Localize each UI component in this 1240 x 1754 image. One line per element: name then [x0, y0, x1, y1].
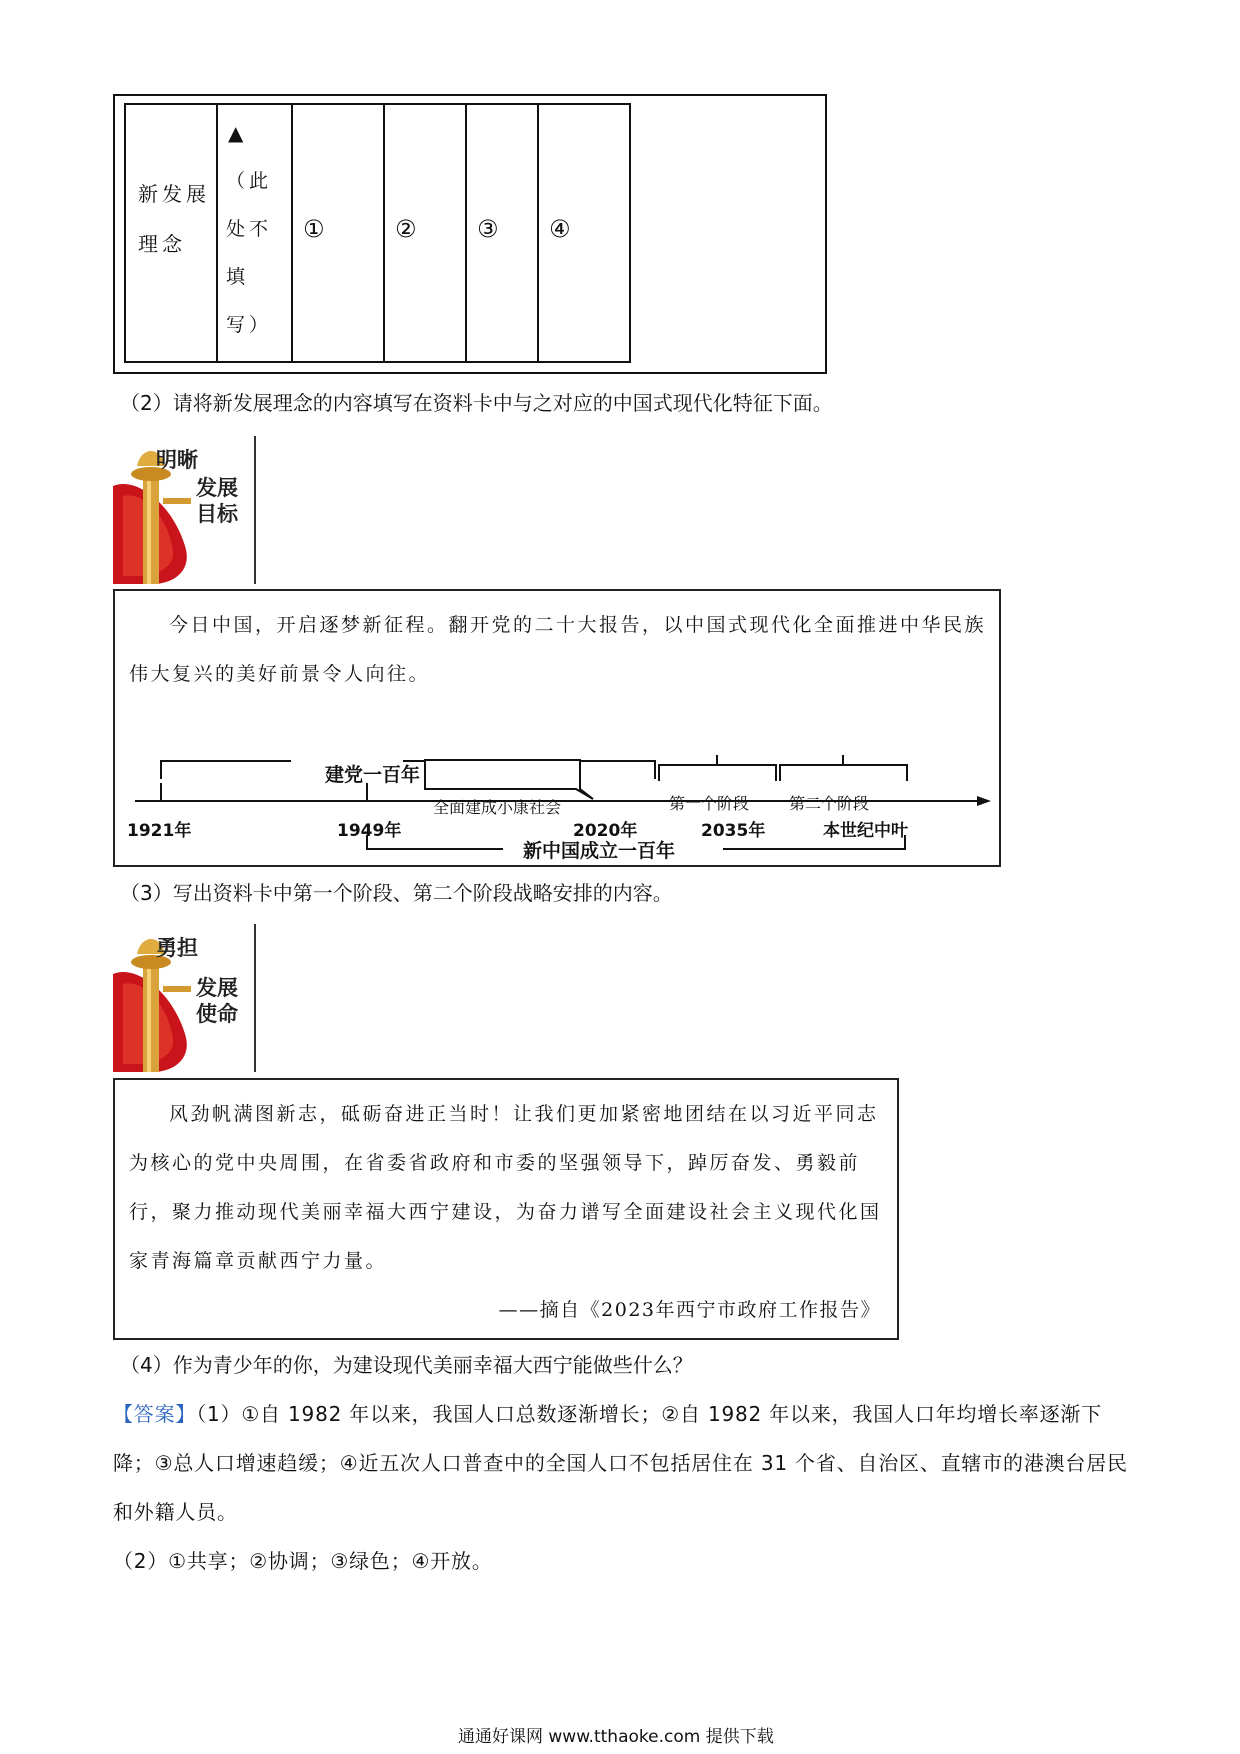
timeline-year-1921: 1921年 — [127, 821, 192, 841]
triangle-icon: ▲ — [228, 121, 244, 145]
card-2-source: ——摘自《2023年西宁市政府工作报告》 — [498, 1299, 881, 1321]
concept-table — [113, 94, 827, 374]
section-1-line2: 发展 — [196, 476, 238, 500]
cell-2-mark: ② — [395, 215, 417, 243]
section-2-line2: 发展 — [196, 976, 238, 1000]
timeline-year-mid-century: 本世纪中叶 — [823, 821, 908, 841]
timeline-callout: 全面建成小康社会 — [433, 798, 562, 817]
section-2-line3: 使命 — [196, 1002, 238, 1026]
row-label: 新发展理念 — [138, 182, 210, 256]
section-1-line3: 目标 — [196, 502, 238, 526]
cell-3-mark: ③ — [477, 215, 499, 243]
placeholder-note: （此处不填写） — [226, 170, 273, 336]
material-card-1 — [113, 589, 1001, 867]
question-4: （4）作为青少年的你，为建设现代美丽幸福大西宁能做些什么？ — [120, 1353, 693, 1377]
section-badge-goal — [113, 436, 258, 584]
answer-tag: 【答案】 — [113, 1402, 197, 1426]
row-label-cell — [124, 103, 218, 363]
cell-4-mark: ④ — [549, 215, 571, 243]
section-2-line1: 勇担 — [156, 936, 198, 960]
card-1-text: 今日中国，开启逐梦新征程。翻开党的二十大报告，以中国式现代化全面推进中华民族伟大复兴的美好前景令人向往。 — [129, 614, 987, 685]
timeline-year-2035: 2035年 — [701, 821, 766, 841]
cell-3 — [467, 103, 539, 363]
answer-part-1-text: （1）①自 1982 年以来，我国人口总数逐渐增长；②自 1982 年以来，我国人口年均增长率逐渐下降；③总人口增速趋缓；④近五次人口普查中的全国人口不包括居住在 31 个省、自治区、直辖市的港澳台居民和外籍人员。 — [113, 1402, 1128, 1524]
placeholder-cell — [218, 103, 293, 363]
timeline-top-brace-label: 建党一百年 — [325, 764, 421, 786]
timeline-year-1949: 1949年 — [337, 821, 402, 841]
question-3: （3）写出资料卡中第一个阶段、第二个阶段战略安排的内容。 — [120, 881, 673, 905]
card-2-text: 风劲帆满图新志，砥砺奋进正当时！让我们更加紧密地团结在以习近平同志为核心的党中央周围，在省委省政府和市委的坚强领导下，踔厉奋发、勇毅前行，聚力推动现代美丽幸福大西宁建设，为奋力谱写全面建设社会主义现代化国家青海篇章贡献西宁力量。 — [129, 1103, 882, 1272]
timeline-stage-1: 第一个阶段 — [669, 794, 750, 813]
cell-1 — [293, 103, 385, 363]
cell-1-mark: ① — [303, 215, 325, 243]
cell-4 — [539, 103, 631, 363]
timeline-year-2020: 2020年 — [573, 821, 638, 841]
cell-2 — [385, 103, 467, 363]
timeline-bottom-brace-label: 新中国成立一百年 — [523, 840, 676, 862]
page-footer: 通通好课网 www.tthaoke.com 提供下载 — [458, 1727, 774, 1747]
answer-part-1 — [113, 1390, 1133, 1537]
section-1-divider — [254, 436, 256, 584]
section-1-line1: 明晰 — [156, 448, 198, 472]
question-2: （2）请将新发展理念的内容填写在资料卡中与之对应的中国式现代化特征下面。 — [120, 391, 833, 415]
section-2-divider — [254, 924, 256, 1072]
material-card-2 — [113, 1078, 899, 1340]
timeline-stage-2: 第二个阶段 — [789, 794, 870, 813]
section-badge-mission — [113, 924, 258, 1072]
answer-part-2: （2）①共享；②协调；③绿色；④开放。 — [113, 1549, 493, 1573]
